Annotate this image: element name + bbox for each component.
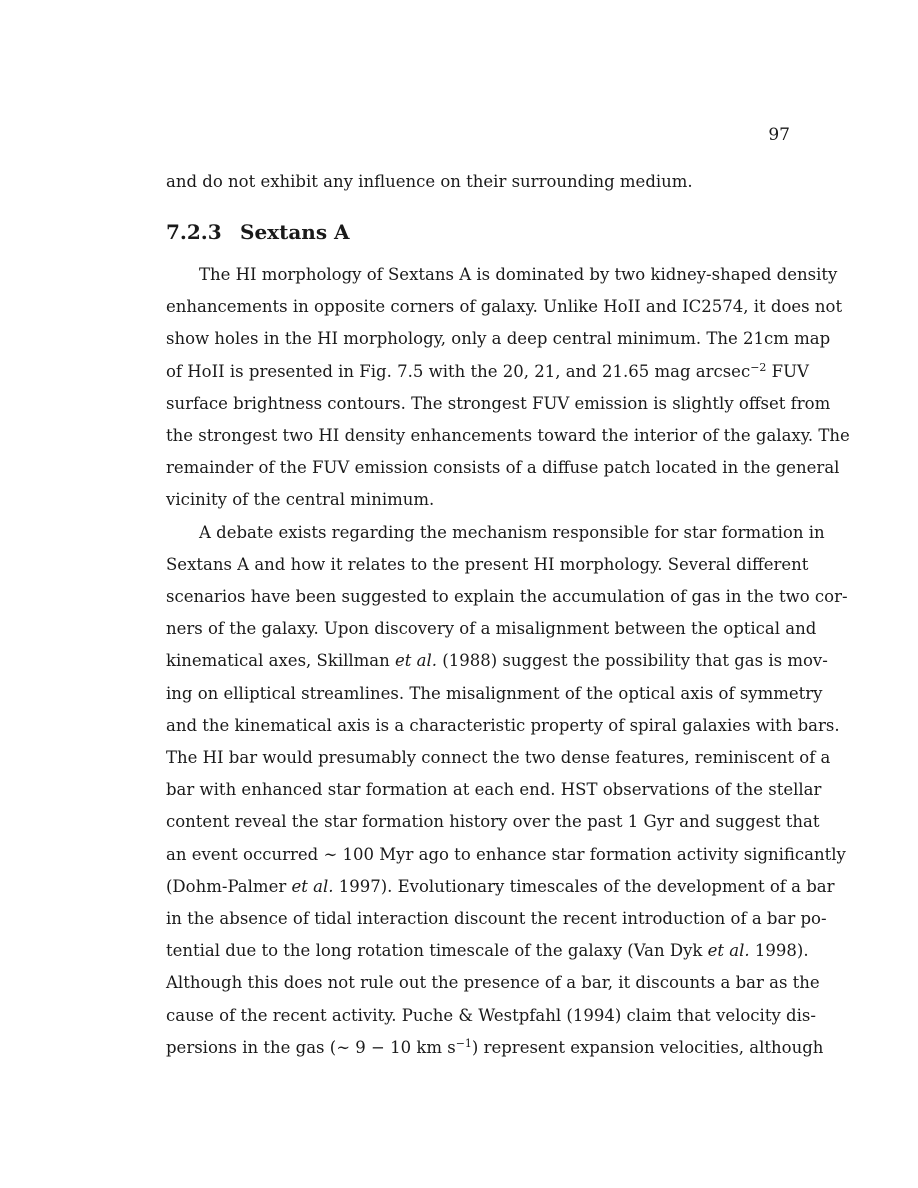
- section-number: 7.2.3: [166, 220, 222, 244]
- text-line: Sextans A and how it relates to the present HI morphology. Several different: [166, 554, 809, 574]
- text-run: kinematical axes, Skillman: [166, 651, 396, 671]
- text-line: and the kinematical axis is a characteristic property of spiral galaxies with bars.: [166, 715, 840, 735]
- text-run: persions in the gas (∼ 9 − 10 km s: [166, 1037, 456, 1057]
- text-run: of HoII is presented in Fig. 7.5 with the 20, 21, and 21.65 mag arcsec: [166, 361, 751, 381]
- superscript: −2: [750, 360, 767, 374]
- page-number: 97: [768, 125, 790, 145]
- text-line: [166, 1032, 824, 1064]
- text-line: an event occurred ∼ 100 Myr ago to enhance star formation activity significantly: [166, 844, 846, 864]
- text-line: enhancements in opposite corners of galaxy. Unlike HoII and IC2574, it does not: [166, 297, 843, 317]
- italic-run: et al.: [395, 651, 438, 671]
- text-line: ners of the galaxy. Upon discovery of a misalignment between the optical and: [166, 619, 817, 639]
- body-text: [166, 259, 850, 1064]
- text-line: [166, 871, 835, 903]
- text-run: (Dohm-Palmer: [166, 876, 292, 896]
- text-line: [166, 645, 828, 677]
- text-run: 1997). Evolutionary timescales of the development of a bar: [333, 876, 835, 896]
- text-run: tential due to the long rotation timescale of the galaxy (Van Dyk: [166, 941, 708, 961]
- text-line: ing on elliptical streamlines. The misalignment of the optical axis of symmetry: [166, 683, 823, 703]
- text-line: [166, 935, 809, 967]
- text-run: ) represent expansion velocities, although: [471, 1037, 824, 1057]
- text-line: show holes in the HI morphology, only a deep central minimum. The 21cm map: [166, 329, 831, 349]
- italic-run: et al.: [707, 941, 750, 961]
- text-line: The HI morphology of Sextans A is dominated by two kidney-shaped density: [199, 265, 838, 284]
- text-line: the strongest two HI density enhancements toward the interior of the galaxy. The: [166, 426, 850, 446]
- text-line: remainder of the FUV emission consists of a diffuse patch located in the general: [166, 458, 840, 478]
- text-run: 1998).: [749, 941, 809, 961]
- text-line: [166, 356, 809, 388]
- superscript: −1: [455, 1036, 472, 1050]
- text-line: Although this does not rule out the presence of a bar, it discounts a bar as the: [166, 973, 820, 993]
- lead-paragraph-fragment: [166, 166, 789, 198]
- text-line: A debate exists regarding the mechanism responsible for star formation in: [199, 522, 825, 542]
- text-line: bar with enhanced star formation at each end. HST observations of the stellar: [166, 780, 822, 800]
- text-line: vicinity of the central minimum.: [166, 490, 435, 510]
- paragraph-1: [166, 259, 850, 517]
- text-line: scenarios have been suggested to explain the accumulation of gas in the two cor-: [166, 587, 848, 607]
- italic-run: et al.: [291, 876, 334, 896]
- paragraph-2: [166, 517, 848, 1064]
- text-line: The HI bar would presumably connect the two dense features, reminiscent of a: [166, 748, 831, 768]
- text-line: content reveal the star formation history over the past 1 Gyr and suggest that: [166, 812, 820, 832]
- text-run: FUV: [766, 361, 809, 381]
- text-line: cause of the recent activity. Puche & Westpfahl (1994) claim that velocity dis-: [166, 1005, 816, 1025]
- section-title: Sextans A: [240, 220, 350, 244]
- text-line: in the absence of tidal interaction discount the recent introduction of a bar po-: [166, 909, 827, 929]
- section-heading: [166, 218, 350, 246]
- text-line: and do not exhibit any influence on their surrounding medium.: [166, 172, 693, 191]
- text-run: (1988) suggest the possibility that gas is mov-: [437, 651, 828, 671]
- text-line: surface brightness contours. The strongest FUV emission is slightly offset from: [166, 393, 831, 413]
